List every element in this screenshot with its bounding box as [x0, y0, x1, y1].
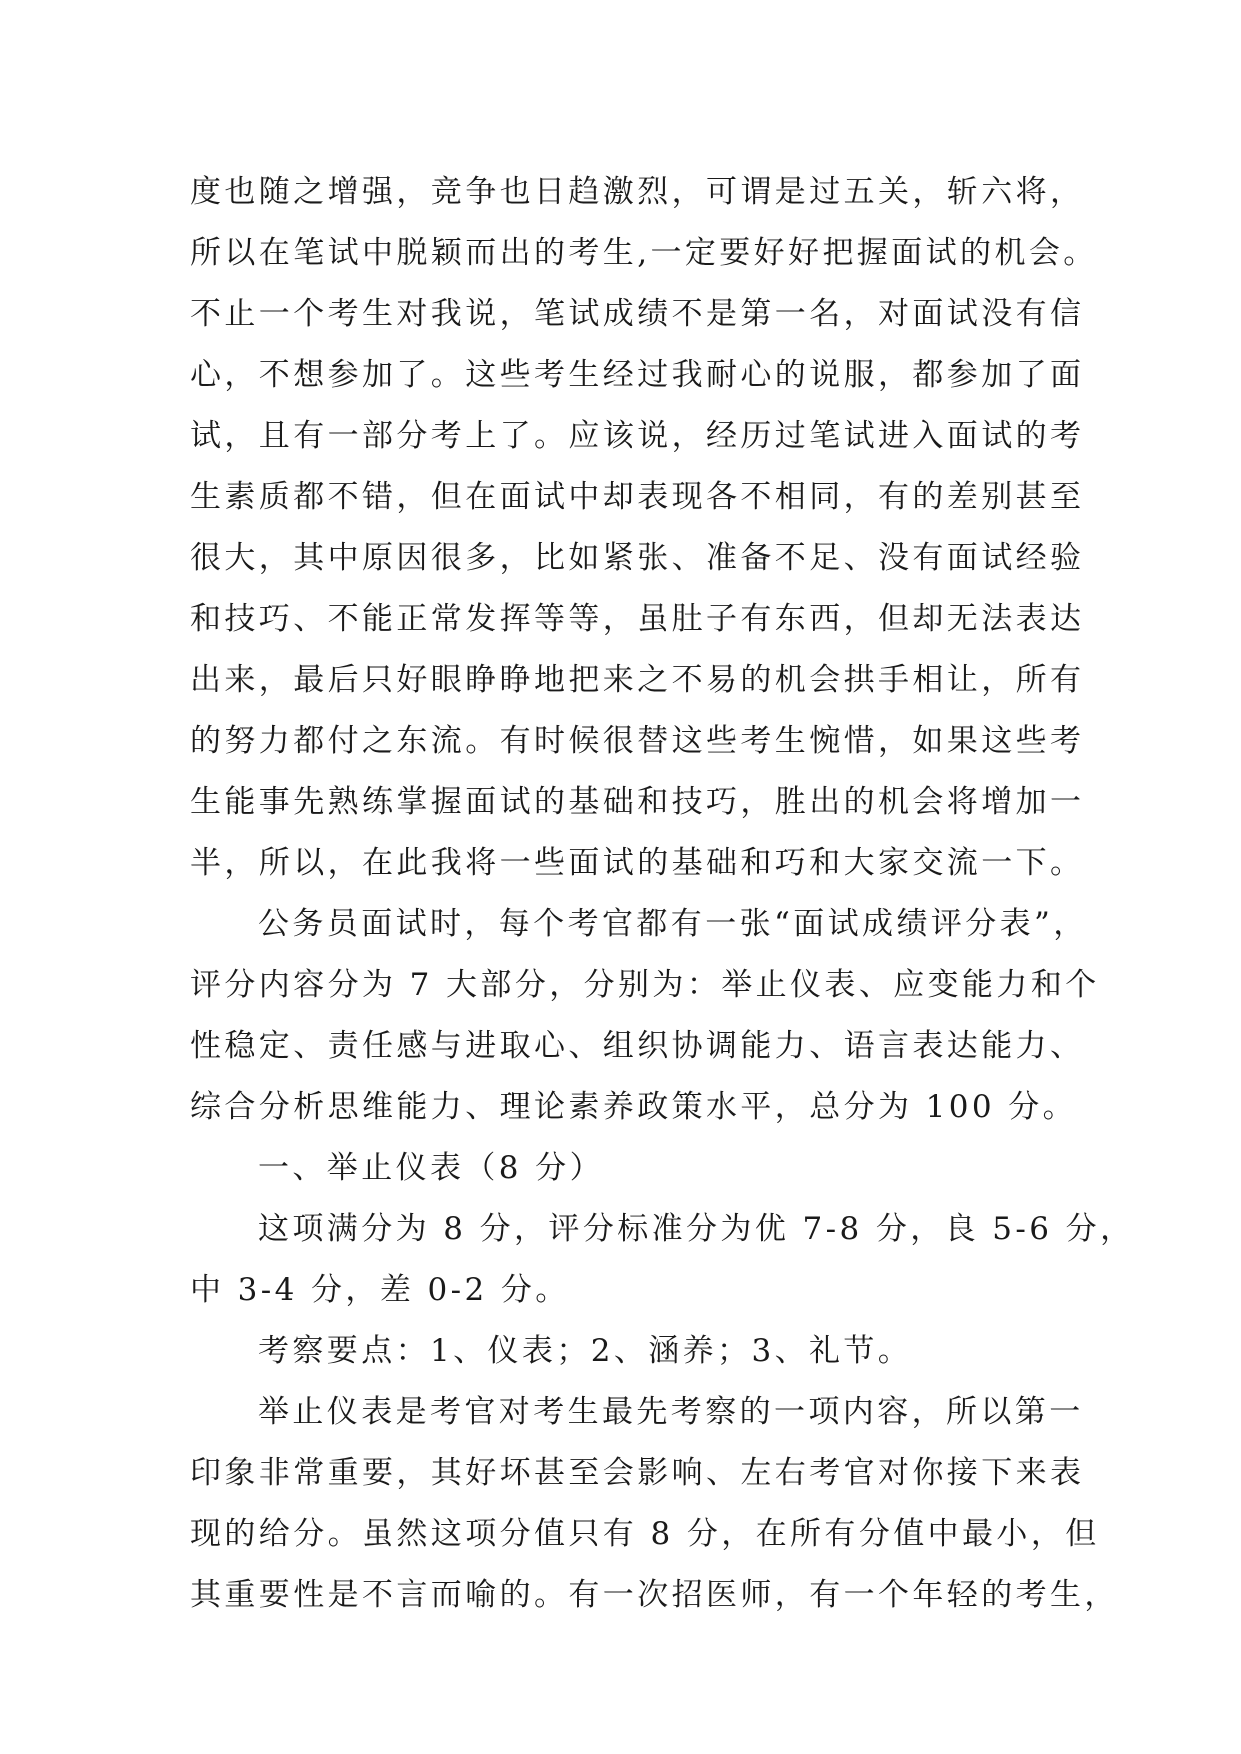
text-line: 生能事先熟练掌握面试的基础和技巧，胜出的机会将增加一 — [190, 784, 1085, 820]
text-line: 不止一个考生对我说，笔试成绩不是第一名，对面试没有信 — [190, 296, 1085, 332]
text-line: 的努力都付之东流。有时候很替这些考生惋惜，如果这些考 — [190, 723, 1085, 759]
text-line: 试，且有一部分考上了。应该说，经历过笔试进入面试的考 — [190, 418, 1085, 454]
section-heading: 一、举止仪表（8 分） — [258, 1150, 604, 1186]
text-line: 性稳定、责任感与进取心、组织协调能力、语言表达能力、 — [190, 1028, 1085, 1064]
text-line: 度也随之增强，竞争也日趋激烈，可谓是过五关，斩六将， — [190, 174, 1085, 210]
paragraph-start-line: 这项满分为 8 分，评分标准分为优 7-8 分，良 5-6 分， — [258, 1211, 1135, 1247]
text-line: 现的给分。虽然这项分值只有 8 分，在所有分值中最小，但 — [190, 1516, 1100, 1552]
text-line: 半，所以，在此我将一些面试的基础和巧和大家交流一下。 — [190, 845, 1085, 881]
paragraph-start-line: 举止仪表是考官对考生最先考察的一项内容，所以第一 — [258, 1394, 1084, 1430]
text-line: 和技巧、不能正常发挥等等，虽肚子有东西，但却无法表达 — [190, 601, 1085, 637]
text-line: 生素质都不错，但在面试中却表现各不相同，有的差别甚至 — [190, 479, 1085, 515]
text-line: 综合分析思维能力、理论素养政策水平，总分为 100 分。 — [190, 1089, 1078, 1125]
text-line: 其重要性是不言而喻的。有一次招医师，有一个年轻的考生， — [190, 1577, 1119, 1613]
document-body — [190, 162, 1135, 1626]
text-line: 心，不想参加了。这些考生经过我耐心的说服，都参加了面 — [190, 357, 1085, 393]
text-line: 出来，最后只好眼睁睁地把来之不易的机会拱手相让，所有 — [190, 662, 1085, 698]
text-line: 很大，其中原因很多，比如紧张、准备不足、没有面试经验 — [190, 540, 1085, 576]
paragraph-start-line: 公务员面试时，每个考官都有一张“面试成绩评分表”， — [258, 906, 1088, 942]
text-line: 评分内容分为 7 大部分，分别为：举止仪表、应变能力和个 — [190, 967, 1100, 1003]
text-line: 印象非常重要，其好坏甚至会影响、左右考官对你接下来表 — [190, 1455, 1085, 1491]
text-line: 中 3-4 分，差 0-2 分。 — [190, 1272, 570, 1308]
paragraph-start-line: 考察要点：1、仪表；2、涵养；3、礼节。 — [258, 1333, 913, 1369]
text-line: 所以在笔试中脱颖而出的考生,一定要好好把握面试的机会。 — [190, 235, 1098, 271]
